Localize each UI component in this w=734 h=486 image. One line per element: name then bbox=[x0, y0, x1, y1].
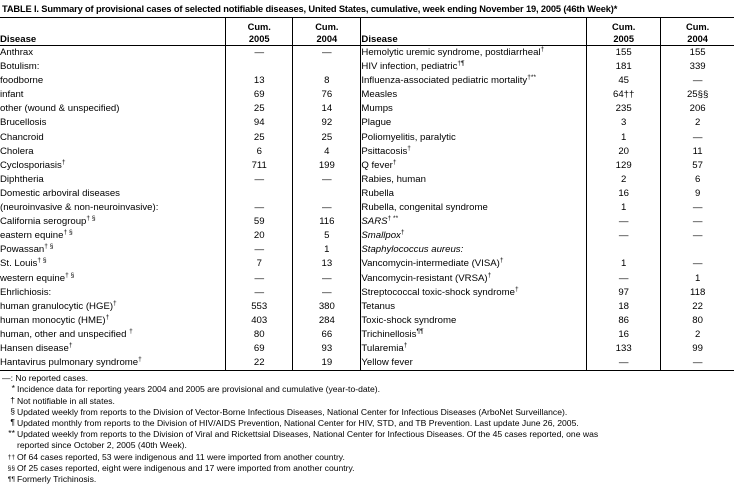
disease-name-right bbox=[361, 46, 587, 61]
table-row bbox=[0, 314, 734, 328]
cum-2005-right: 20 bbox=[587, 145, 661, 159]
cum-2005-right: 97 bbox=[587, 286, 661, 300]
cum-2004-right: — bbox=[661, 215, 734, 229]
cum-2004-right: 11 bbox=[661, 145, 734, 159]
cum-2005-left: 6 bbox=[226, 145, 293, 159]
disease-name-right bbox=[361, 131, 587, 145]
disease-label: Vancomycin-resistant (VRSA) bbox=[361, 272, 488, 284]
disease-label: Poliomyelitis, paralytic bbox=[361, 131, 456, 143]
disease-name-right bbox=[361, 201, 587, 215]
cum-2005-right: — bbox=[587, 215, 661, 229]
cum-2005-left: 7 bbox=[226, 257, 293, 271]
disease-name-right bbox=[361, 145, 587, 159]
disease-label: Brucellosis bbox=[0, 117, 47, 129]
cum-2004-right: 2 bbox=[661, 116, 734, 130]
footnotes bbox=[0, 373, 734, 485]
cum-2005-right: 1 bbox=[587, 257, 661, 271]
disease-label: foodborne bbox=[0, 75, 44, 87]
cum-2005-left: — bbox=[226, 201, 293, 215]
cum-2005-right: 133 bbox=[587, 342, 661, 356]
footnote-marker: † § bbox=[63, 229, 73, 237]
cum-2004-right: — bbox=[661, 74, 734, 88]
cum-2005-left: 20 bbox=[226, 229, 293, 243]
disease-label: Toxic-shock syndrome bbox=[361, 314, 457, 326]
cum-2004-left: 19 bbox=[293, 356, 361, 371]
disease-label: Streptococcal toxic-shock syndrome bbox=[361, 286, 515, 298]
table-row bbox=[0, 328, 734, 342]
disease-label: Q fever bbox=[361, 159, 393, 171]
disease-name-left bbox=[0, 328, 226, 342]
disease-label: Tularemia bbox=[361, 342, 404, 354]
disease-name-left bbox=[0, 187, 226, 201]
cum-2004-left: 5 bbox=[293, 229, 361, 243]
cum-2004-right: 22 bbox=[661, 300, 734, 314]
disease-label: Cyclosporiasis bbox=[0, 159, 62, 171]
cum-2004-right: 57 bbox=[661, 159, 734, 173]
table-row bbox=[0, 145, 734, 159]
cum-2004-left: 76 bbox=[293, 88, 361, 102]
cum-2005-left: 59 bbox=[226, 215, 293, 229]
disease-label: (neuroinvasive & non-neuroinvasive): bbox=[0, 202, 159, 214]
footnote-mark: §§ bbox=[7, 464, 15, 472]
footnote-text: Updated monthly from reports to the Division of HIV/AIDS Prevention, National Center for HIV, STD, and TB Prevention. Last update June 26, 2005. bbox=[17, 417, 579, 428]
cum-2004-right: 339 bbox=[661, 60, 734, 74]
cum-2004-right: 6 bbox=[661, 173, 734, 187]
cum-2005-right: — bbox=[587, 229, 661, 243]
cum-2005-right: 86 bbox=[587, 314, 661, 328]
footnote-mark: * bbox=[11, 383, 15, 394]
disease-label: Cholera bbox=[0, 145, 34, 157]
header-year-2005: 2005 bbox=[613, 33, 635, 44]
cum-2004-left: — bbox=[293, 201, 361, 215]
disease-name-left bbox=[0, 314, 226, 328]
cum-2004-left bbox=[293, 187, 361, 201]
cum-2005-left: 94 bbox=[226, 116, 293, 130]
cum-2004-left: 1 bbox=[293, 243, 361, 257]
table-row bbox=[0, 74, 734, 88]
cum-2005-left: 69 bbox=[226, 88, 293, 102]
table-row bbox=[0, 215, 734, 229]
disease-name-left bbox=[0, 215, 226, 229]
cum-2005-left: 711 bbox=[226, 159, 293, 173]
table-row bbox=[0, 46, 734, 61]
footnote-line bbox=[2, 429, 734, 440]
cum-2004-right: 99 bbox=[661, 342, 734, 356]
footnote-line bbox=[2, 407, 734, 418]
footnote-line bbox=[2, 463, 734, 474]
cum-2005-right: 16 bbox=[587, 328, 661, 342]
header-cum-label: Cum. bbox=[612, 22, 636, 32]
footnote-marker: † bbox=[113, 299, 117, 307]
disease-name-right bbox=[361, 257, 587, 271]
disease-label: Trichinellosis bbox=[361, 328, 417, 340]
header-year-2004: 2004 bbox=[316, 33, 338, 44]
disease-label: infant bbox=[0, 89, 24, 101]
disease-name-right bbox=[361, 272, 587, 286]
disease-label: Mumps bbox=[361, 103, 393, 115]
cum-2004-right: 9 bbox=[661, 187, 734, 201]
table-row bbox=[0, 102, 734, 116]
disease-name-right bbox=[361, 173, 587, 187]
cum-2004-right bbox=[661, 243, 734, 257]
disease-name-right bbox=[361, 300, 587, 314]
disease-name-right bbox=[361, 88, 587, 102]
footnote-line bbox=[2, 384, 734, 395]
footnote-marker: † bbox=[68, 341, 73, 349]
disease-name-left bbox=[0, 102, 226, 116]
footnote-marker: † bbox=[540, 45, 545, 53]
disease-name-left bbox=[0, 243, 226, 257]
disease-name-right bbox=[361, 116, 587, 130]
disease-name-left bbox=[0, 74, 226, 88]
disease-label: human, other and unspecified bbox=[0, 328, 130, 340]
cum-2004-left: 92 bbox=[293, 116, 361, 130]
cum-2005-right: 1 bbox=[587, 131, 661, 145]
table-row bbox=[0, 229, 734, 243]
footnote-marker: † § bbox=[44, 243, 54, 251]
table-body bbox=[0, 46, 734, 371]
disease-label: St. Louis bbox=[0, 258, 38, 270]
footnote-text: reported since October 2, 2005 (40th Week). bbox=[17, 440, 187, 451]
footnote-mark: †† bbox=[7, 453, 15, 461]
table-row bbox=[0, 173, 734, 187]
disease-label: Powassan bbox=[0, 244, 45, 256]
table-row bbox=[0, 88, 734, 102]
footnote-text: Updated weekly from reports to the Division of Viral and Rickettsial Diseases, National Center for Infectious Diseases. Of the 45 cases reported, one was bbox=[17, 429, 599, 440]
disease-name-left bbox=[0, 300, 226, 314]
disease-name-left bbox=[0, 356, 226, 371]
disease-name-right bbox=[361, 356, 587, 371]
cum-2004-right: 206 bbox=[661, 102, 734, 116]
footnote-text: Updated weekly from reports to the Division of Vector-Borne Infectious Diseases, National Center for Infectious Diseases (ArboNet Surveillance). bbox=[17, 406, 568, 417]
disease-name-right bbox=[361, 60, 587, 74]
footnote-marker: † bbox=[129, 327, 133, 335]
disease-label: Rabies, human bbox=[361, 173, 426, 185]
cum-2005-right: 45 bbox=[587, 74, 661, 88]
table-row bbox=[0, 272, 734, 286]
disease-label: Hemolytic uremic syndrome, postdiarrheal bbox=[361, 47, 541, 58]
cum-2005-left: 22 bbox=[226, 356, 293, 371]
footnote-marker: †** bbox=[527, 74, 537, 81]
cum-2005-right: 2 bbox=[587, 173, 661, 187]
disease-label: Yellow fever bbox=[361, 357, 413, 369]
footnote-marker: † bbox=[105, 313, 110, 321]
cum-2005-left bbox=[226, 60, 293, 74]
footnote-marker: † bbox=[514, 285, 519, 293]
disease-label: western equine bbox=[0, 272, 66, 284]
cum-2005-left: 553 bbox=[226, 300, 293, 314]
header-cum-label: Cum. bbox=[686, 22, 710, 32]
cum-2005-left: 25 bbox=[226, 131, 293, 145]
disease-label: California serogroup bbox=[0, 216, 87, 228]
disease-name-right bbox=[361, 159, 587, 173]
cum-2005-right: 1 bbox=[587, 201, 661, 215]
footnote-line bbox=[2, 418, 734, 429]
footnote-line bbox=[2, 373, 734, 384]
disease-name-right bbox=[361, 187, 587, 201]
header-disease-left: Disease bbox=[0, 34, 37, 45]
disease-label: Rubella bbox=[361, 187, 394, 199]
disease-name-right bbox=[361, 229, 587, 243]
footnote-marker: † bbox=[487, 271, 492, 279]
cum-2005-left: — bbox=[226, 173, 293, 187]
cum-2004-right: 118 bbox=[661, 286, 734, 300]
disease-name-left bbox=[0, 46, 226, 61]
cum-2005-right: 155 bbox=[587, 46, 661, 61]
disease-label: Influenza-associated pediatric mortality bbox=[361, 75, 528, 87]
disease-label: Measles bbox=[361, 89, 398, 101]
disease-label: Botulism: bbox=[0, 61, 40, 73]
cum-2004-right: 1 bbox=[661, 272, 734, 286]
disease-label: SARS bbox=[361, 216, 388, 228]
cum-2005-left: 403 bbox=[226, 314, 293, 328]
disease-label: Tetanus bbox=[361, 300, 395, 312]
header-cum-2005-right bbox=[587, 18, 661, 46]
header-cum-label: Cum. bbox=[315, 22, 339, 32]
cum-2005-right: 64†† bbox=[587, 88, 661, 102]
header-disease-right: Disease bbox=[361, 18, 587, 46]
cum-2005-left: — bbox=[226, 286, 293, 300]
disease-name-right bbox=[361, 286, 587, 300]
disease-name-right bbox=[361, 243, 587, 257]
header-year-2005: 2005 bbox=[248, 33, 270, 44]
cum-2004-right: 80 bbox=[661, 314, 734, 328]
disease-name-right bbox=[361, 342, 587, 356]
disease-name-left bbox=[0, 116, 226, 130]
footnote-marker: † ** bbox=[387, 214, 399, 222]
disease-name-left bbox=[0, 286, 226, 300]
disease-name-right bbox=[361, 215, 587, 229]
table-row bbox=[0, 356, 734, 371]
disease-label: Hantavirus pulmonary syndrome bbox=[0, 357, 139, 369]
cum-2004-left: 13 bbox=[293, 257, 361, 271]
cum-2005-left: 69 bbox=[226, 342, 293, 356]
footnote-marker: † bbox=[400, 229, 405, 237]
disease-label: Diphtheria bbox=[0, 173, 44, 185]
table-row bbox=[0, 116, 734, 130]
table-row bbox=[0, 60, 734, 74]
table-row bbox=[0, 257, 734, 271]
disease-name-left bbox=[0, 257, 226, 271]
cum-2005-right bbox=[587, 243, 661, 257]
cum-2004-left: — bbox=[293, 286, 361, 300]
table-row bbox=[0, 286, 734, 300]
disease-name-right bbox=[361, 314, 587, 328]
disease-label: human monocytic (HME) bbox=[0, 314, 106, 326]
disease-label: Psittacosis bbox=[361, 145, 408, 157]
cum-2005-left: 80 bbox=[226, 328, 293, 342]
disease-name-left bbox=[0, 145, 226, 159]
footnote-marker: † bbox=[138, 355, 142, 363]
notifiable-diseases-table bbox=[0, 17, 734, 371]
cum-2004-left: 4 bbox=[293, 145, 361, 159]
disease-label: Domestic arboviral diseases bbox=[0, 187, 120, 199]
disease-label: HIV infection, pediatric bbox=[361, 61, 458, 73]
table-row bbox=[0, 342, 734, 356]
cum-2004-right: — bbox=[661, 131, 734, 145]
disease-label: Rubella, congenital syndrome bbox=[361, 202, 488, 214]
footnote-line bbox=[2, 452, 734, 463]
table-row bbox=[0, 201, 734, 215]
footnote-marker: † bbox=[392, 158, 397, 166]
table-row bbox=[0, 159, 734, 173]
footnote-text: Not notifiable in all states. bbox=[17, 395, 115, 406]
cum-2005-right: 181 bbox=[587, 60, 661, 74]
footnote-mark: ¶¶ bbox=[7, 475, 15, 483]
footnote-text: Incidence data for reporting years 2004 and 2005 are provisional and cumulative (year-to-date). bbox=[17, 384, 381, 395]
cum-2005-left bbox=[226, 187, 293, 201]
footnote-mark: —: bbox=[2, 373, 16, 384]
header-year-2004: 2004 bbox=[687, 33, 708, 44]
footnote-marker: † bbox=[407, 144, 411, 152]
footnote-mark: † bbox=[10, 394, 15, 405]
cum-2005-right: 16 bbox=[587, 187, 661, 201]
cum-2004-left bbox=[293, 60, 361, 74]
cum-2004-left: 116 bbox=[293, 215, 361, 229]
footnote-text: Formerly Trichinosis. bbox=[17, 473, 97, 484]
cum-2004-left: 25 bbox=[293, 131, 361, 145]
disease-name-right bbox=[361, 328, 587, 342]
table-row bbox=[0, 131, 734, 145]
disease-name-right bbox=[361, 74, 587, 88]
header-cum-2005-left bbox=[226, 18, 293, 46]
page-title: TABLE I. Summary of provisional cases of selected notifiable diseases, United States, cumulative, week ending November 19, 2005 (46th Week)* bbox=[2, 4, 618, 14]
footnote-marker: † bbox=[403, 341, 408, 349]
footnote-marker: † § bbox=[37, 257, 47, 265]
disease-label: Ehrlichiosis: bbox=[0, 286, 52, 298]
cum-2004-right: 2 bbox=[661, 328, 734, 342]
cum-2005-right: 235 bbox=[587, 102, 661, 116]
header-row bbox=[0, 18, 734, 46]
disease-label: human granulocytic (HGE) bbox=[0, 300, 114, 312]
disease-label: Anthrax bbox=[0, 47, 34, 58]
cum-2004-right: 155 bbox=[661, 46, 734, 61]
disease-name-left bbox=[0, 60, 226, 74]
cum-2005-left: — bbox=[226, 272, 293, 286]
disease-label: Chancroid bbox=[0, 131, 44, 143]
cum-2004-left: — bbox=[293, 173, 361, 187]
footnote-mark: § bbox=[10, 405, 15, 416]
header-cum-2004-right bbox=[661, 18, 734, 46]
footnote-mark: ¶ bbox=[10, 416, 15, 427]
table-row bbox=[0, 243, 734, 257]
footnote-marker: † bbox=[61, 158, 66, 166]
disease-label: Plague bbox=[361, 117, 392, 129]
disease-label: eastern equine bbox=[0, 230, 64, 242]
table-row bbox=[0, 300, 734, 314]
disease-name-left bbox=[0, 201, 226, 215]
header-cum-2004-left bbox=[293, 18, 361, 46]
header-cum-label: Cum. bbox=[247, 22, 271, 32]
cum-2004-right: — bbox=[661, 201, 734, 215]
footnote-marker: † bbox=[499, 257, 504, 265]
cum-2005-left: 13 bbox=[226, 74, 293, 88]
footnote-marker: †¶ bbox=[457, 59, 465, 67]
table-row bbox=[0, 187, 734, 201]
cum-2004-left: — bbox=[293, 272, 361, 286]
disease-label: Smallpox bbox=[361, 230, 401, 242]
cum-2004-left: — bbox=[293, 46, 361, 61]
cum-2004-left: 199 bbox=[293, 159, 361, 173]
cum-2005-right: 18 bbox=[587, 300, 661, 314]
cum-2004-left: 284 bbox=[293, 314, 361, 328]
footnote-marker: † § bbox=[65, 271, 75, 279]
footnote-line bbox=[2, 440, 734, 451]
disease-name-left bbox=[0, 131, 226, 145]
disease-name-right bbox=[361, 102, 587, 116]
cum-2004-right: — bbox=[661, 356, 734, 371]
footnote-text: Of 64 cases reported, 53 were indigenous and 11 were imported from another country. bbox=[17, 451, 345, 462]
cum-2004-left: 14 bbox=[293, 102, 361, 116]
disease-label: Staphylococcus aureus: bbox=[361, 244, 464, 256]
table-header bbox=[0, 18, 734, 46]
footnote-text: No reported cases. bbox=[15, 373, 88, 384]
cum-2004-left: 93 bbox=[293, 342, 361, 356]
cum-2004-left: 66 bbox=[293, 328, 361, 342]
cum-2004-right: — bbox=[661, 257, 734, 271]
disease-label: Hansen disease bbox=[0, 342, 69, 354]
cum-2005-right: — bbox=[587, 356, 661, 371]
footnote-marker: ¶¶ bbox=[416, 327, 424, 335]
disease-label: other (wound & unspecified) bbox=[0, 103, 120, 115]
cum-2005-left: — bbox=[226, 243, 293, 257]
disease-label: Vancomycin-intermediate (VISA) bbox=[361, 258, 500, 270]
disease-name-left bbox=[0, 229, 226, 243]
footnote-line bbox=[2, 396, 734, 407]
cum-2005-left: 25 bbox=[226, 102, 293, 116]
footnote-mark: ** bbox=[8, 428, 15, 439]
cum-2004-right: 25§§ bbox=[661, 88, 734, 102]
cum-2004-left: 380 bbox=[293, 300, 361, 314]
cum-2005-right: — bbox=[587, 272, 661, 286]
disease-name-left bbox=[0, 173, 226, 187]
disease-name-left bbox=[0, 88, 226, 102]
cum-2004-right: — bbox=[661, 229, 734, 243]
footnote-marker: † § bbox=[86, 214, 96, 222]
cum-2005-right: 129 bbox=[587, 159, 661, 173]
cum-2005-right: 3 bbox=[587, 116, 661, 130]
footnote-line bbox=[2, 474, 734, 485]
disease-name-left bbox=[0, 342, 226, 356]
cum-2004-left: 8 bbox=[293, 74, 361, 88]
disease-name-left bbox=[0, 272, 226, 286]
footnote-text: Of 25 cases reported, eight were indigenous and 17 were imported from another country. bbox=[17, 462, 355, 473]
cum-2005-left: — bbox=[226, 46, 293, 61]
disease-name-left bbox=[0, 159, 226, 173]
